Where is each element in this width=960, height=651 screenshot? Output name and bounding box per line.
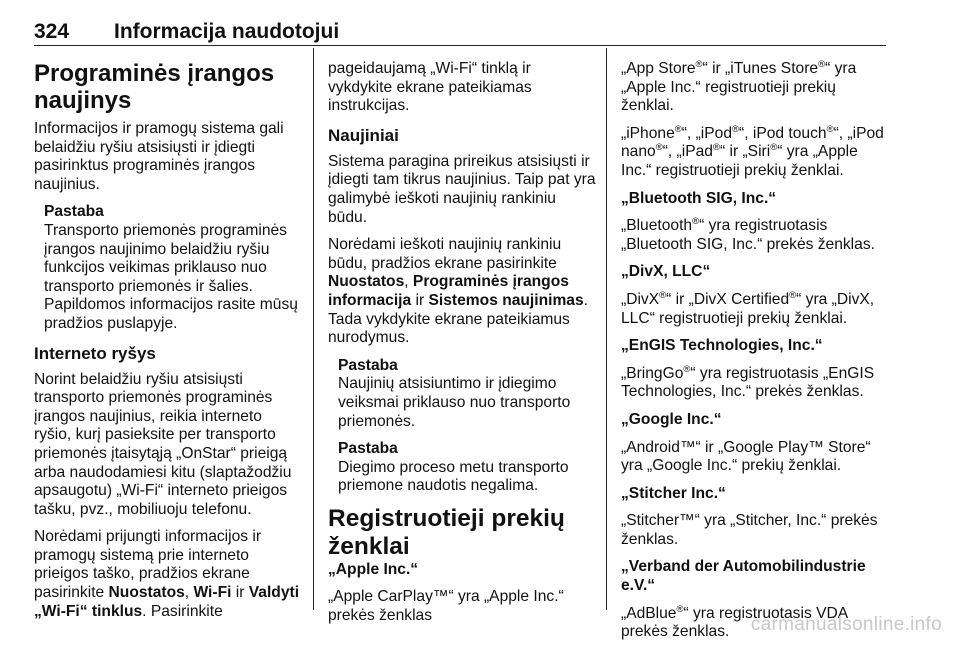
paragraph	[621, 365, 889, 402]
registered-mark: ®	[789, 289, 797, 301]
text-run: „Bluetooth	[621, 217, 693, 235]
text-run: ir	[411, 291, 429, 309]
text-run: “ yra registruotasis „Bluetooth SIG, Inc.“ prekės ženklas.	[621, 217, 875, 253]
text-run: “ yra „Apple Inc.“ registruotieji prekių ženklai.	[621, 143, 858, 179]
paragraph	[328, 236, 596, 348]
paragraph: „Stitcher™“ yra „Stitcher, Inc.“ prekės ženklas.	[621, 512, 878, 548]
menu-ref-system-update: Sistemos naujinimas	[428, 291, 584, 309]
note-title: Pastaba	[338, 440, 398, 458]
text-run: „BringGo	[621, 364, 684, 382]
note-body: Transporto priemonės programinės įrangos naujinimo belaidžiu ryšiu funkcijos veikimas priklauso nuo transporto priemonės ir šalies. Papildomos informacijos rasite mūsų pradžios puslapyje.	[44, 221, 298, 332]
text-run: . Pasirinkite	[142, 602, 223, 620]
paragraph: Sistema paragina prireikus atsisiųsti ir įdiegti tam tikrus naujinius. Taip pat yra galimybė ieškoti naujinių rankiniu būdu.	[328, 152, 596, 226]
note-title: Pastaba	[338, 356, 398, 374]
column-left	[34, 60, 302, 630]
page-header	[34, 18, 922, 54]
section-heading-internet: Interneto ryšys	[34, 343, 156, 363]
paragraph: Norint belaidžiu ryšiu atsisiųsti transporto priemonės programinės įrangos naujinius, reikia interneto ryšio, kurį pasieksite per transporto priemonės įtaisytąją „OnStar“ prieigą arba naudodamiesi kitu (slaptažodžiu apsaugotu) „Wi-Fi“ interneto prieigos tašku, pvz., mobiliuoju telefonu.	[34, 370, 292, 518]
text-run: „DivX	[621, 290, 660, 308]
text-run: „iPhone	[621, 124, 675, 142]
text-run: . Tada vykdykite ekrane pateikiamus nurodymus.	[328, 291, 588, 347]
note-body: Naujinių atsisiuntimo ir įdiegimo veiksmai priklauso nuo transporto priemonės.	[338, 375, 571, 430]
note-box	[34, 203, 302, 333]
note-title: Pastaba	[44, 203, 104, 221]
text-run: “, iPod touch	[739, 124, 827, 142]
trademark-owner-google: „Google Inc.“	[621, 410, 722, 428]
text-run: “ yra registruotasis „EnGIS Technologies, Inc.“ prekės ženklas.	[621, 364, 875, 401]
text-run: Norėdami ieškoti naujinių rankiniu būdu, pradžios ekrane pasirinkite	[328, 236, 562, 272]
paragraph	[621, 217, 889, 254]
watermark: carmanualsonline.info	[750, 614, 942, 635]
paragraph	[621, 60, 889, 116]
text-run: ,	[404, 273, 413, 291]
registered-mark: ®	[676, 603, 684, 615]
column-divider-2	[606, 48, 607, 610]
text-run: “, „iPod	[681, 124, 733, 142]
registered-mark: ®	[770, 142, 778, 154]
registered-mark: ®	[826, 123, 834, 135]
paragraph	[34, 528, 302, 621]
note-box	[328, 357, 596, 431]
column-divider-1	[313, 48, 314, 610]
note-body: Diegimo proceso metu transporto priemone naudotis negalima.	[338, 458, 569, 495]
text-run: „AdBlue	[621, 604, 677, 622]
section-heading-updates: Naujiniai	[328, 125, 399, 145]
column-right	[621, 60, 889, 651]
registered-mark: ®	[659, 289, 667, 301]
text-run: “, „iPad	[662, 143, 713, 161]
text-run: ir	[231, 584, 249, 602]
paragraph: Informacijos ir pramogų sistema gali belaidžiu ryšiu atsisiųsti ir įdiegti pasirinktus programinės įrangos naujinius.	[34, 120, 284, 193]
paragraph	[621, 291, 889, 328]
text-run: “ ir „iTunes Store	[702, 60, 819, 77]
text-run: ,	[184, 584, 194, 602]
registered-mark: ®	[683, 363, 691, 375]
registered-mark: ®	[732, 123, 740, 135]
menu-ref-software-info: Programinės įrangos informacija	[328, 273, 569, 309]
registered-mark: ®	[674, 123, 682, 135]
registered-mark: ®	[712, 142, 720, 154]
menu-ref-wifi: Wi-Fi	[193, 584, 232, 602]
note-box	[328, 440, 596, 496]
header-rule	[34, 45, 886, 46]
trademark-owner-bluetooth: „Bluetooth SIG, Inc.“	[621, 189, 777, 207]
registered-mark: ®	[692, 215, 700, 227]
trademark-owner-divx: „DivX, LLC“	[621, 263, 711, 281]
trademark-owner-engis: „EnGIS Technologies, Inc.“	[621, 337, 823, 355]
section-heading-trademarks: Registruotieji prekių ženklai	[328, 504, 565, 560]
page-title: Informacija naudotojui	[114, 20, 340, 43]
menu-ref-settings: Nuostatos	[108, 584, 185, 602]
text-run: “ ir „Siri	[719, 143, 771, 161]
page-number: 324	[34, 20, 70, 43]
section-heading-software-update: Programinės įrangos naujinys	[34, 60, 275, 114]
paragraph	[621, 125, 889, 181]
registered-mark: ®	[655, 142, 663, 154]
text-run: “ yra „DivX, LLC“ registruotieji prekių ženklai.	[621, 290, 875, 327]
paragraph: „Android™“ ir „Google Play™ Store“ yra „Google Inc.“ prekių ženklai.	[621, 438, 871, 475]
menu-ref-manage-wifi: Valdyti „Wi-Fi“ tinklus	[34, 584, 300, 620]
text-run: “ yra registruotasis VDA prekės ženklas.	[621, 604, 848, 641]
paragraph: „Apple CarPlay™“ yra „Apple Inc.“ prekės ženklas	[328, 588, 564, 625]
text-run: “, „iPod nano	[621, 124, 884, 161]
paragraph: pageidaujamą „Wi-Fi“ tinklą ir vykdykite ekrane pateikiamas instrukcijas.	[328, 60, 532, 115]
trademark-owner-apple: „Apple Inc.“	[328, 560, 419, 578]
registered-mark: ®	[818, 58, 826, 70]
menu-ref-settings: Nuostatos	[328, 273, 405, 291]
text-run: “ ir „DivX Certified	[666, 290, 790, 308]
text-run: „App Store	[621, 60, 696, 77]
registered-mark: ®	[695, 58, 703, 70]
column-middle	[328, 60, 596, 635]
text-run: “ yra „Apple Inc.“ registruotieji prekių ženklai.	[621, 60, 857, 115]
text-run: Norėdami prijungti informacijos ir pramogų sistemą prie interneto prieigos taško, pradžios ekrane pasirinkite	[34, 528, 262, 602]
trademark-owner-vda: „Verband der Automobilindustrie e.V.“	[621, 558, 866, 595]
trademark-owner-stitcher: „Stitcher Inc.“	[621, 484, 726, 502]
